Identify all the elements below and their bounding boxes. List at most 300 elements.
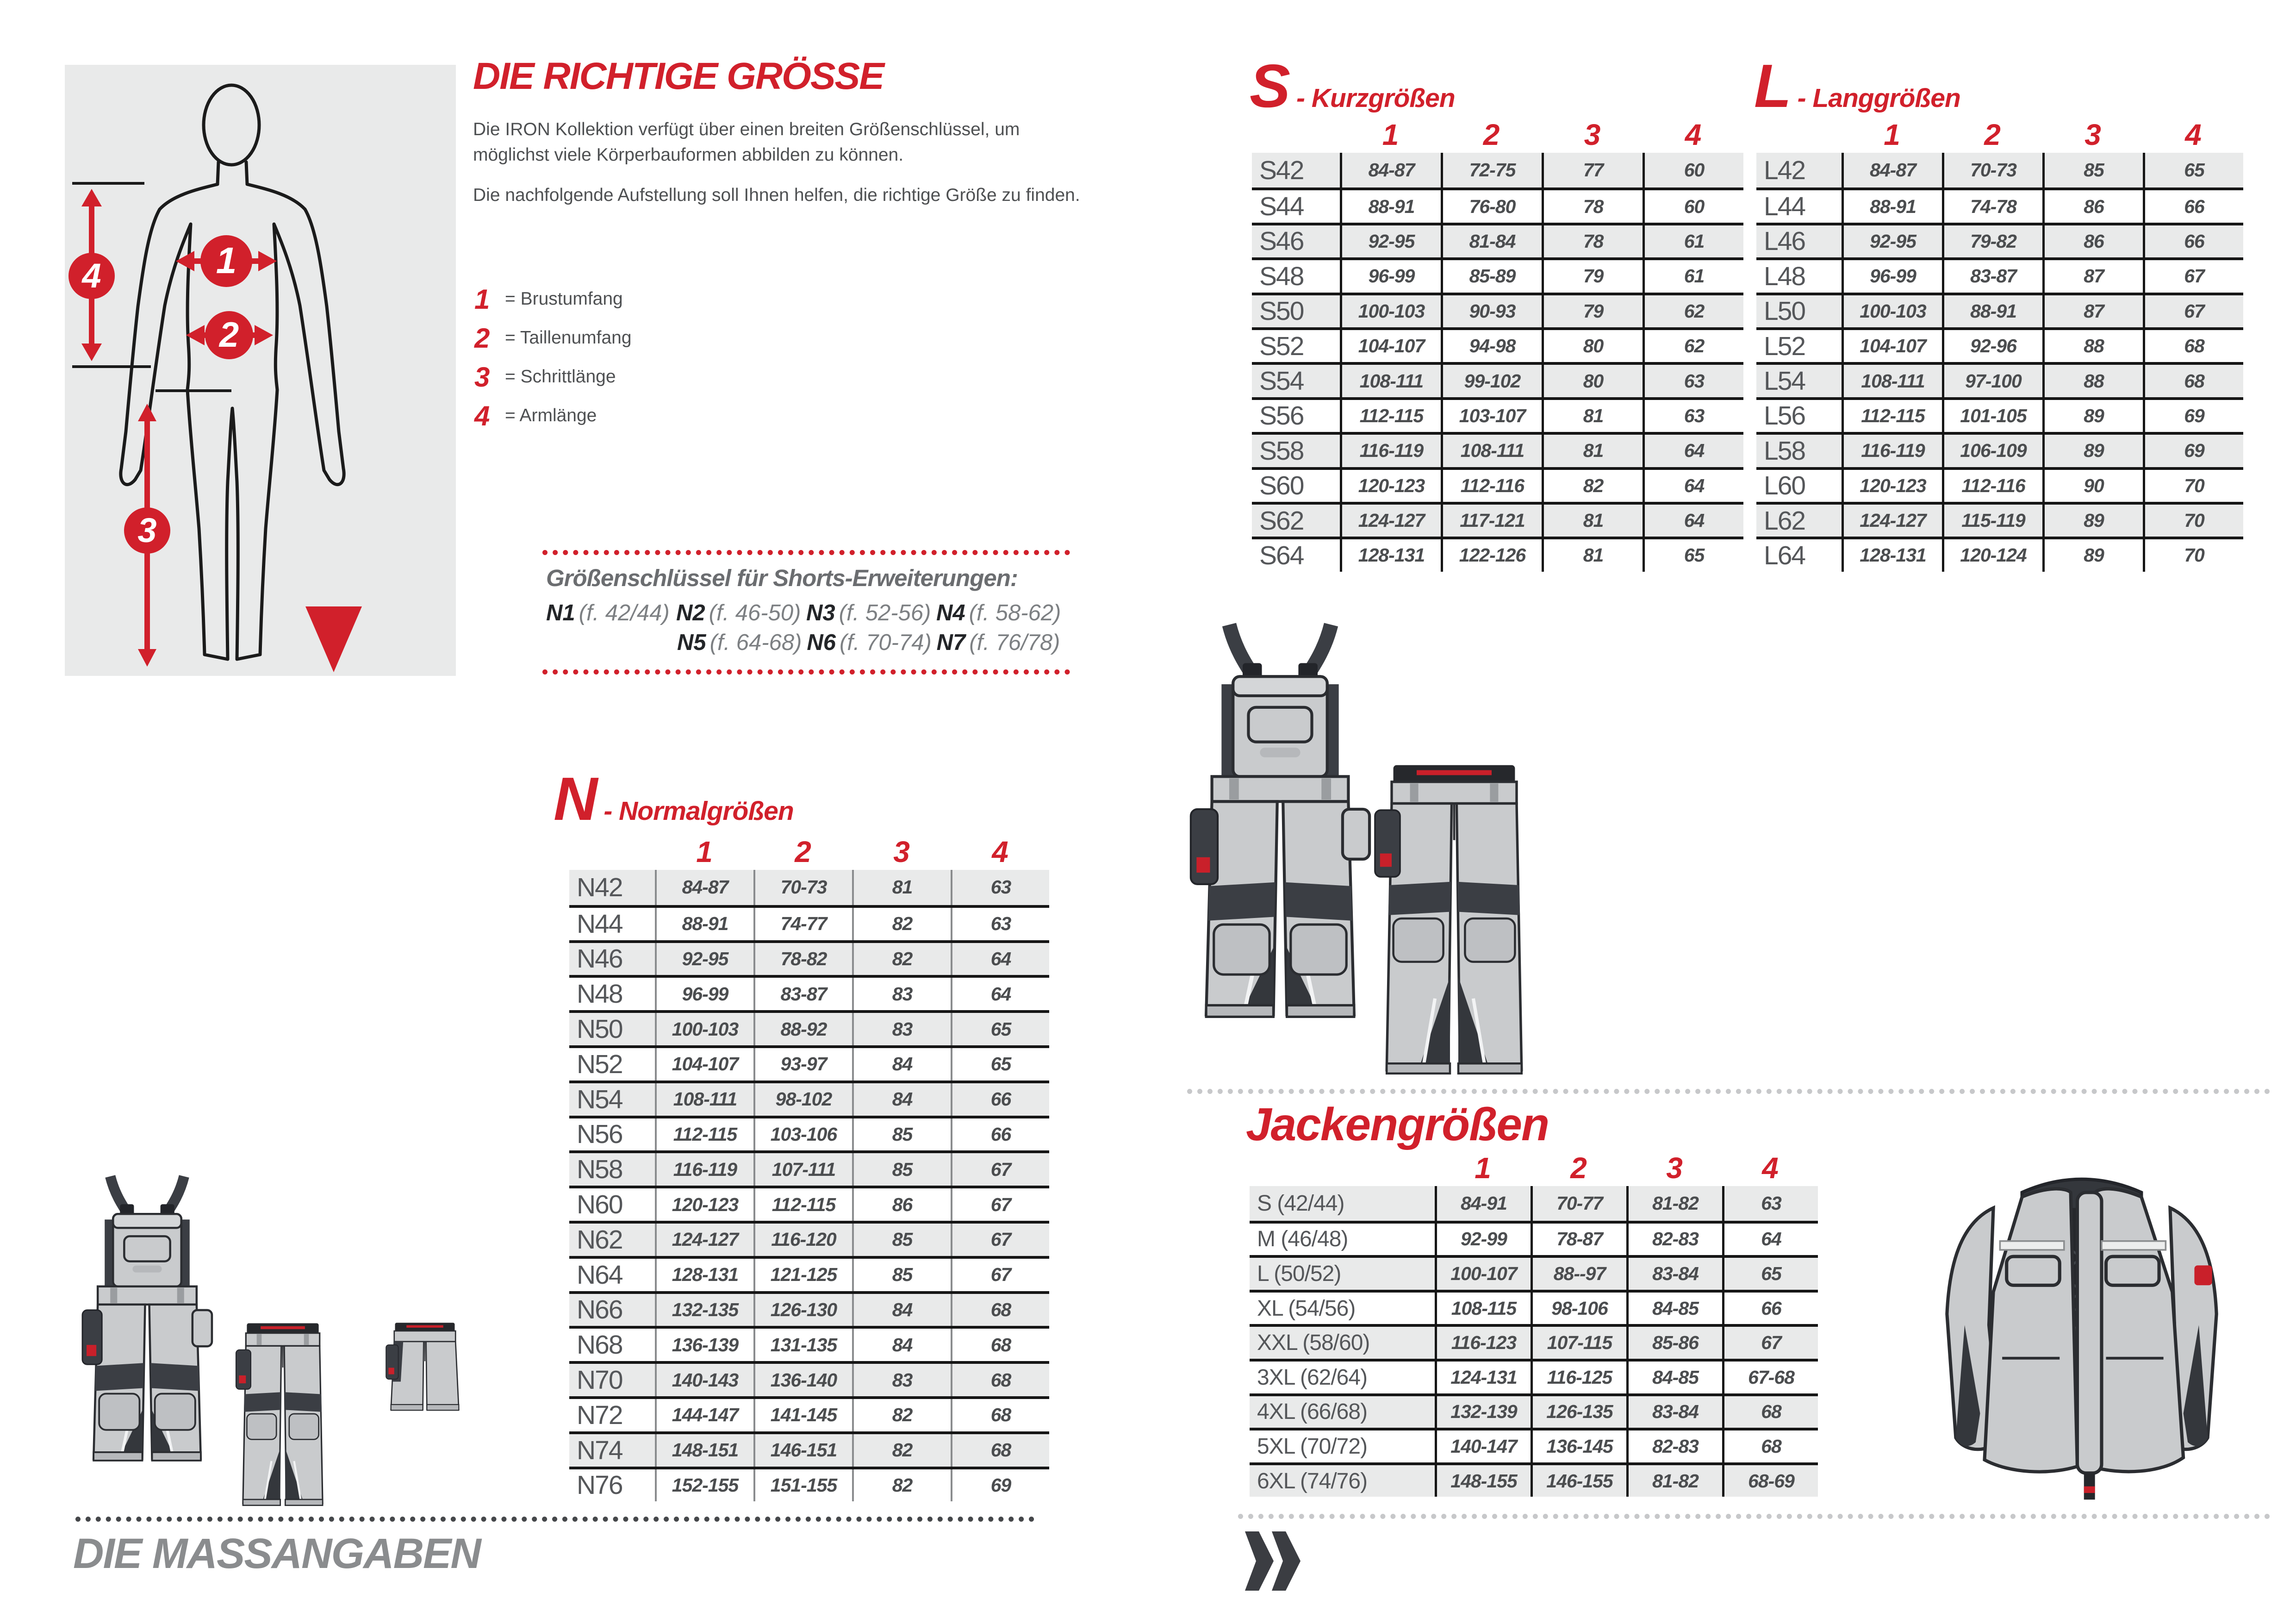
table-row bbox=[1252, 537, 1743, 571]
size-cell: 136-140 bbox=[753, 1364, 852, 1396]
size-cell: 64 bbox=[951, 978, 1049, 1010]
table-row bbox=[569, 1467, 1049, 1502]
size-cell: 101-105 bbox=[1942, 400, 2042, 432]
row-label: L52 bbox=[1764, 331, 1805, 361]
size-cell: 67 bbox=[951, 1153, 1049, 1186]
size-cell: 66 bbox=[2143, 190, 2243, 222]
size-cell: 144-147 bbox=[655, 1399, 753, 1431]
size-cell: 151-155 bbox=[753, 1469, 852, 1502]
size-cell: 68 bbox=[951, 1329, 1049, 1361]
table-row bbox=[569, 1221, 1049, 1256]
bib-overall-illustration bbox=[1179, 568, 1381, 1077]
size-cell: 63 bbox=[1722, 1186, 1818, 1221]
size-cell: 124-127 bbox=[1842, 505, 1942, 537]
row-label: L44 bbox=[1764, 192, 1805, 222]
table-row bbox=[1252, 223, 1743, 257]
size-cell: 79-82 bbox=[1942, 225, 2042, 257]
section-letter: L bbox=[1754, 52, 1790, 120]
size-cell: 140-147 bbox=[1435, 1430, 1531, 1462]
size-cell: 64 bbox=[951, 943, 1049, 975]
table-row bbox=[1250, 1255, 1818, 1290]
divider-dotted bbox=[75, 1517, 1034, 1522]
size-cell: 128-131 bbox=[655, 1259, 753, 1291]
column-header: 4 bbox=[1685, 118, 1701, 151]
row-label: L60 bbox=[1764, 471, 1805, 501]
row-label: L56 bbox=[1764, 401, 1805, 431]
size-cell: 80 bbox=[1542, 365, 1643, 397]
size-cell: 61 bbox=[1643, 260, 1743, 292]
table-long-sizes bbox=[1756, 117, 2243, 572]
column-header: 3 bbox=[1584, 118, 1600, 151]
row-label: N50 bbox=[577, 1014, 622, 1044]
size-cell: 98-106 bbox=[1531, 1293, 1626, 1324]
table-row bbox=[569, 870, 1049, 905]
table-row bbox=[1756, 187, 2243, 222]
table-row bbox=[1252, 502, 1743, 537]
size-cell: 68 bbox=[951, 1434, 1049, 1467]
trousers-illustration bbox=[217, 1320, 349, 1507]
shorts-key-item: N5 (f. 64-68) bbox=[677, 630, 802, 655]
size-cell: 108-111 bbox=[1842, 365, 1942, 397]
row-label: S46 bbox=[1259, 226, 1304, 256]
size-cell: 112-115 bbox=[655, 1118, 753, 1151]
row-label: N76 bbox=[577, 1470, 622, 1500]
row-label: L62 bbox=[1764, 506, 1805, 536]
size-cell: 70-73 bbox=[1942, 153, 2042, 187]
row-label: N64 bbox=[577, 1260, 622, 1290]
size-cell: 103-107 bbox=[1441, 400, 1542, 432]
table-row bbox=[1756, 537, 2243, 571]
column-header: 4 bbox=[992, 835, 1008, 868]
size-cell: 112-115 bbox=[1842, 400, 1942, 432]
size-cell: 68 bbox=[1722, 1396, 1818, 1428]
size-cell: 70-77 bbox=[1531, 1186, 1626, 1221]
table-row bbox=[1756, 467, 2243, 502]
size-cell: 83 bbox=[852, 1013, 951, 1045]
row-label: N44 bbox=[577, 909, 622, 939]
shorts-illustration bbox=[362, 1320, 488, 1418]
column-header: 3 bbox=[2084, 118, 2101, 151]
size-cell: 67 bbox=[951, 1224, 1049, 1256]
size-cell: 85 bbox=[852, 1118, 951, 1151]
row-label: N60 bbox=[577, 1190, 622, 1220]
table-header-row bbox=[569, 834, 1049, 870]
table-normal-sizes bbox=[569, 834, 1049, 1501]
intro-paragraph-2: Die nachfolgende Aufstellung soll Ihnen helfen, die richtige Größe zu finden. bbox=[473, 185, 1080, 205]
size-cell: 81-82 bbox=[1626, 1186, 1722, 1221]
size-cell: 89 bbox=[2042, 539, 2143, 571]
section-letter: N bbox=[554, 765, 597, 833]
marker-2-label: 2 bbox=[219, 315, 239, 355]
size-cell: 82 bbox=[852, 1434, 951, 1467]
size-cell: 88-91 bbox=[655, 908, 753, 940]
size-cell: 116-120 bbox=[753, 1224, 852, 1256]
table-row bbox=[1756, 432, 2243, 467]
size-cell: 68 bbox=[951, 1399, 1049, 1431]
measurement-legend bbox=[474, 280, 632, 435]
size-cell: 84-91 bbox=[1435, 1186, 1531, 1221]
shorts-key-item: N2 (f. 46-50) bbox=[676, 600, 801, 625]
size-cell: 78-82 bbox=[753, 943, 852, 975]
column-header: 4 bbox=[1762, 1151, 1778, 1185]
size-cell: 68 bbox=[951, 1294, 1049, 1326]
size-cell: 68 bbox=[2143, 330, 2243, 362]
column-header: 3 bbox=[1666, 1151, 1682, 1185]
table-row bbox=[1252, 153, 1743, 187]
row-label: M (46/48) bbox=[1257, 1227, 1348, 1252]
size-cell: 116-125 bbox=[1531, 1362, 1626, 1393]
size-cell: 65 bbox=[2143, 153, 2243, 187]
size-cell: 65 bbox=[1722, 1258, 1818, 1290]
bib-overall-illustration bbox=[74, 1133, 220, 1506]
shorts-key-row-1 bbox=[546, 598, 1066, 628]
size-cell: 136-145 bbox=[1531, 1430, 1626, 1462]
size-cell: 82 bbox=[852, 1469, 951, 1502]
size-cell: 124-131 bbox=[1435, 1362, 1531, 1393]
size-cell: 68 bbox=[951, 1364, 1049, 1396]
size-cell: 121-125 bbox=[753, 1259, 852, 1291]
size-cell: 97-100 bbox=[1942, 365, 2042, 397]
size-cell: 70 bbox=[2143, 505, 2243, 537]
row-label: N68 bbox=[577, 1330, 622, 1360]
size-cell: 117-121 bbox=[1441, 505, 1542, 537]
size-cell: 122-126 bbox=[1441, 539, 1542, 571]
size-cell: 87 bbox=[2042, 260, 2143, 292]
table-row bbox=[1250, 1393, 1818, 1428]
row-label: L46 bbox=[1764, 226, 1805, 256]
row-label: S44 bbox=[1259, 192, 1304, 222]
size-cell: 65 bbox=[1643, 539, 1743, 571]
row-label: N52 bbox=[577, 1049, 622, 1079]
shorts-key-row-2 bbox=[546, 628, 1066, 657]
table-row bbox=[569, 905, 1049, 940]
column-header: 1 bbox=[1884, 118, 1900, 151]
size-cell: 67 bbox=[2143, 295, 2243, 327]
table-row bbox=[569, 1361, 1049, 1396]
table-row bbox=[1756, 293, 2243, 327]
table-row bbox=[569, 1081, 1049, 1116]
size-cell: 126-130 bbox=[753, 1294, 852, 1326]
body-measurement-diagram bbox=[65, 65, 456, 676]
size-cell: 84 bbox=[852, 1294, 951, 1326]
row-label: S48 bbox=[1259, 261, 1304, 291]
size-cell: 63 bbox=[1643, 400, 1743, 432]
trousers-illustration bbox=[1365, 760, 1543, 1077]
size-cell: 104-107 bbox=[1340, 330, 1441, 362]
column-header: 2 bbox=[1483, 118, 1500, 151]
size-cell: 107-115 bbox=[1531, 1327, 1626, 1359]
size-cell: 78-87 bbox=[1531, 1224, 1626, 1255]
size-cell: 92-95 bbox=[1340, 225, 1441, 257]
size-cell: 112-115 bbox=[1340, 400, 1441, 432]
size-cell: 103-106 bbox=[753, 1118, 852, 1151]
size-cell: 126-135 bbox=[1531, 1396, 1626, 1428]
size-cell: 124-127 bbox=[655, 1224, 753, 1256]
size-cell: 116-123 bbox=[1435, 1327, 1531, 1359]
page-title: DIE RICHTIGE GRÖSSE bbox=[473, 55, 884, 97]
size-cell: 108-115 bbox=[1435, 1293, 1531, 1324]
legend-label: = Brustumfang bbox=[505, 289, 623, 309]
size-cell: 128-131 bbox=[1842, 539, 1942, 571]
size-cell: 84 bbox=[852, 1329, 951, 1361]
table-row bbox=[1252, 467, 1743, 502]
size-cell: 74-78 bbox=[1942, 190, 2042, 222]
legend-number: 1 bbox=[474, 283, 490, 315]
size-cell: 89 bbox=[2042, 400, 2143, 432]
size-cell: 83 bbox=[852, 1364, 951, 1396]
size-cell: 84 bbox=[852, 1083, 951, 1116]
size-cell: 67 bbox=[951, 1188, 1049, 1221]
shorts-size-key bbox=[542, 550, 1070, 675]
size-cell: 85 bbox=[2042, 153, 2143, 187]
size-cell: 82-83 bbox=[1626, 1224, 1722, 1255]
size-cell: 77 bbox=[1542, 153, 1643, 187]
size-cell: 148-155 bbox=[1435, 1465, 1531, 1497]
footer-title: DIE MASSANGABEN bbox=[73, 1530, 480, 1577]
size-cell: 92-95 bbox=[655, 943, 753, 975]
size-cell: 112-115 bbox=[753, 1188, 852, 1221]
shorts-key-item: N1 (f. 42/44) bbox=[546, 600, 670, 625]
size-cell: 65 bbox=[951, 1013, 1049, 1045]
size-cell: 85 bbox=[852, 1224, 951, 1256]
size-cell: 108-111 bbox=[1340, 365, 1441, 397]
table-row bbox=[569, 1150, 1049, 1186]
size-cell: 82 bbox=[852, 1399, 951, 1431]
row-label: S54 bbox=[1259, 366, 1304, 396]
size-cell: 88-91 bbox=[1340, 190, 1441, 222]
size-cell: 66 bbox=[1722, 1293, 1818, 1324]
size-cell: 84-87 bbox=[655, 870, 753, 905]
body-measurement-panel bbox=[65, 65, 456, 676]
row-label: XL (54/56) bbox=[1257, 1296, 1356, 1321]
row-label: S58 bbox=[1259, 436, 1304, 466]
size-cell: 100-103 bbox=[655, 1013, 753, 1045]
size-cell: 84 bbox=[852, 1048, 951, 1081]
size-cell: 98-102 bbox=[753, 1083, 852, 1116]
size-cell: 82-83 bbox=[1626, 1430, 1722, 1462]
size-cell: 66 bbox=[2143, 225, 2243, 257]
table-row bbox=[1250, 1462, 1818, 1497]
size-cell: 70 bbox=[2143, 539, 2243, 571]
table-header-row bbox=[1252, 117, 1743, 153]
size-cell: 124-127 bbox=[1340, 505, 1441, 537]
header-spacer bbox=[569, 834, 655, 870]
marker-3-label: 3 bbox=[137, 511, 157, 550]
size-cell: 90-93 bbox=[1441, 295, 1542, 327]
table-row bbox=[569, 1256, 1049, 1291]
row-label: N70 bbox=[577, 1365, 622, 1395]
size-cell: 66 bbox=[951, 1118, 1049, 1151]
row-label: XXL (58/60) bbox=[1257, 1330, 1370, 1355]
size-cell: 120-124 bbox=[1942, 539, 2042, 571]
size-cell: 120-123 bbox=[1842, 470, 1942, 502]
size-cell: 63 bbox=[951, 870, 1049, 905]
size-cell: 86 bbox=[2042, 225, 2143, 257]
table-row bbox=[569, 1326, 1049, 1361]
row-label: N66 bbox=[577, 1295, 622, 1325]
section-subtitle: - Normalgrößen bbox=[604, 796, 794, 826]
row-label: N72 bbox=[577, 1400, 622, 1430]
size-cell: 81-82 bbox=[1626, 1465, 1722, 1497]
size-cell: 61 bbox=[1643, 225, 1743, 257]
size-cell: 69 bbox=[2143, 435, 2243, 467]
size-cell: 100-107 bbox=[1435, 1258, 1531, 1290]
size-cell: 92-99 bbox=[1435, 1224, 1531, 1255]
legend-label: = Schrittlänge bbox=[505, 367, 616, 387]
size-cell: 85 bbox=[852, 1259, 951, 1291]
table-row bbox=[1252, 187, 1743, 222]
legend-number: 2 bbox=[474, 322, 490, 354]
legend-label: = Taillenumfang bbox=[505, 328, 632, 348]
size-cell: 62 bbox=[1643, 330, 1743, 362]
size-cell: 81 bbox=[1542, 435, 1643, 467]
row-label: S62 bbox=[1259, 506, 1304, 536]
table-row bbox=[1756, 327, 2243, 362]
legend-label: = Armlänge bbox=[505, 406, 597, 425]
size-cell: 76-80 bbox=[1441, 190, 1542, 222]
row-label: N56 bbox=[577, 1119, 622, 1149]
table-row bbox=[1250, 1428, 1818, 1462]
size-cell: 82 bbox=[852, 908, 951, 940]
divider-dotted bbox=[1187, 1089, 2270, 1094]
size-cell: 90 bbox=[2042, 470, 2143, 502]
size-cell: 104-107 bbox=[1842, 330, 1942, 362]
section-title-short-sizes bbox=[1250, 52, 1455, 120]
size-cell: 112-116 bbox=[1441, 470, 1542, 502]
size-cell: 63 bbox=[1643, 365, 1743, 397]
size-cell: 140-143 bbox=[655, 1364, 753, 1396]
section-title-jacket-sizes: Jackengrößen bbox=[1246, 1099, 1549, 1150]
size-cell: 88 bbox=[2042, 330, 2143, 362]
size-cell: 136-139 bbox=[655, 1329, 753, 1361]
table-row bbox=[569, 1431, 1049, 1467]
table-row bbox=[1252, 293, 1743, 327]
table-row bbox=[569, 1186, 1049, 1221]
size-cell: 148-151 bbox=[655, 1434, 753, 1467]
row-label: 3XL (62/64) bbox=[1257, 1365, 1368, 1390]
table-header-row bbox=[1756, 117, 2243, 153]
size-cell: 84-85 bbox=[1626, 1293, 1722, 1324]
size-cell: 107-111 bbox=[753, 1153, 852, 1186]
marker-4-label: 4 bbox=[82, 256, 101, 295]
size-cell: 70-73 bbox=[753, 870, 852, 905]
jacket-illustration bbox=[1916, 1154, 2247, 1530]
row-label: 4XL (66/68) bbox=[1257, 1399, 1368, 1424]
row-label: L64 bbox=[1764, 540, 1805, 570]
legend-item-arm bbox=[474, 396, 632, 435]
legend-item-chest bbox=[474, 280, 632, 319]
table-row bbox=[1756, 397, 2243, 432]
table-row bbox=[569, 940, 1049, 975]
legend-item-waist bbox=[474, 319, 632, 357]
size-cell: 62 bbox=[1643, 295, 1743, 327]
size-cell: 87 bbox=[2042, 295, 2143, 327]
table-jacket-sizes bbox=[1250, 1150, 1818, 1497]
column-header: 2 bbox=[1570, 1151, 1587, 1185]
section-letter: S bbox=[1250, 52, 1289, 120]
column-header: 1 bbox=[696, 835, 712, 868]
size-cell: 78 bbox=[1542, 225, 1643, 257]
size-cell: 66 bbox=[951, 1083, 1049, 1116]
legend-number: 3 bbox=[474, 361, 490, 393]
size-cell: 94-98 bbox=[1441, 330, 1542, 362]
size-cell: 89 bbox=[2042, 505, 2143, 537]
row-label: 5XL (70/72) bbox=[1257, 1434, 1368, 1459]
size-cell: 80 bbox=[1542, 330, 1643, 362]
table-row bbox=[569, 1396, 1049, 1431]
size-cell: 63 bbox=[951, 908, 1049, 940]
size-cell: 120-123 bbox=[655, 1188, 753, 1221]
shorts-key-item: N6 (f. 70-74) bbox=[807, 630, 932, 655]
size-cell: 65 bbox=[951, 1048, 1049, 1081]
size-cell: 83 bbox=[852, 978, 951, 1010]
header-spacer bbox=[1756, 117, 1842, 153]
size-cell: 93-97 bbox=[753, 1048, 852, 1081]
row-label: N48 bbox=[577, 979, 622, 1009]
legend-item-inseam bbox=[474, 357, 632, 396]
size-cell: 146-155 bbox=[1531, 1465, 1626, 1497]
row-label: N62 bbox=[577, 1224, 622, 1255]
size-cell: 88-92 bbox=[753, 1013, 852, 1045]
table-row bbox=[1252, 362, 1743, 397]
size-cell: 115-119 bbox=[1942, 505, 2042, 537]
header-spacer bbox=[1250, 1150, 1435, 1186]
row-label: 6XL (74/76) bbox=[1257, 1468, 1368, 1493]
row-label: S52 bbox=[1259, 331, 1304, 361]
size-cell: 67-68 bbox=[1722, 1362, 1818, 1393]
size-cell: 88--97 bbox=[1531, 1258, 1626, 1290]
size-cell: 116-119 bbox=[655, 1153, 753, 1186]
row-label: L42 bbox=[1764, 155, 1805, 185]
size-cell: 128-131 bbox=[1340, 539, 1441, 571]
row-label: L54 bbox=[1764, 366, 1805, 396]
size-cell: 70 bbox=[2143, 470, 2243, 502]
size-cell: 69 bbox=[951, 1469, 1049, 1502]
row-label: S (42/44) bbox=[1257, 1191, 1344, 1216]
row-label: N42 bbox=[577, 872, 622, 902]
table-row bbox=[569, 1045, 1049, 1081]
column-header: 2 bbox=[795, 835, 811, 868]
table-row bbox=[1756, 153, 2243, 187]
size-cell: 81 bbox=[852, 870, 951, 905]
chevron-right-icon bbox=[1245, 1531, 1310, 1593]
table-row bbox=[1250, 1186, 1818, 1221]
table-row bbox=[569, 975, 1049, 1010]
size-cell: 120-123 bbox=[1340, 470, 1441, 502]
size-cell: 69 bbox=[2143, 400, 2243, 432]
table-row bbox=[1252, 432, 1743, 467]
row-label: N74 bbox=[577, 1435, 622, 1465]
size-cell: 96-99 bbox=[655, 978, 753, 1010]
table-row bbox=[1250, 1324, 1818, 1359]
table-row bbox=[1756, 502, 2243, 537]
size-cell: 85 bbox=[852, 1153, 951, 1186]
section-subtitle: - Langgrößen bbox=[1797, 83, 1960, 113]
row-label: L (50/52) bbox=[1257, 1261, 1341, 1286]
size-cell: 84-87 bbox=[1842, 153, 1942, 187]
size-cell: 108-111 bbox=[655, 1083, 753, 1116]
section-title-normal-sizes bbox=[554, 765, 794, 833]
size-cell: 68 bbox=[1722, 1430, 1818, 1462]
size-cell: 88 bbox=[2042, 365, 2143, 397]
size-cell: 132-139 bbox=[1435, 1396, 1531, 1428]
shorts-key-title: Größenschlüssel für Shorts-Erweiterungen: bbox=[546, 565, 1018, 591]
size-cell: 86 bbox=[852, 1188, 951, 1221]
size-cell: 85-86 bbox=[1626, 1327, 1722, 1359]
size-cell: 83-87 bbox=[1942, 260, 2042, 292]
row-label: L50 bbox=[1764, 296, 1805, 326]
table-row bbox=[1252, 397, 1743, 432]
